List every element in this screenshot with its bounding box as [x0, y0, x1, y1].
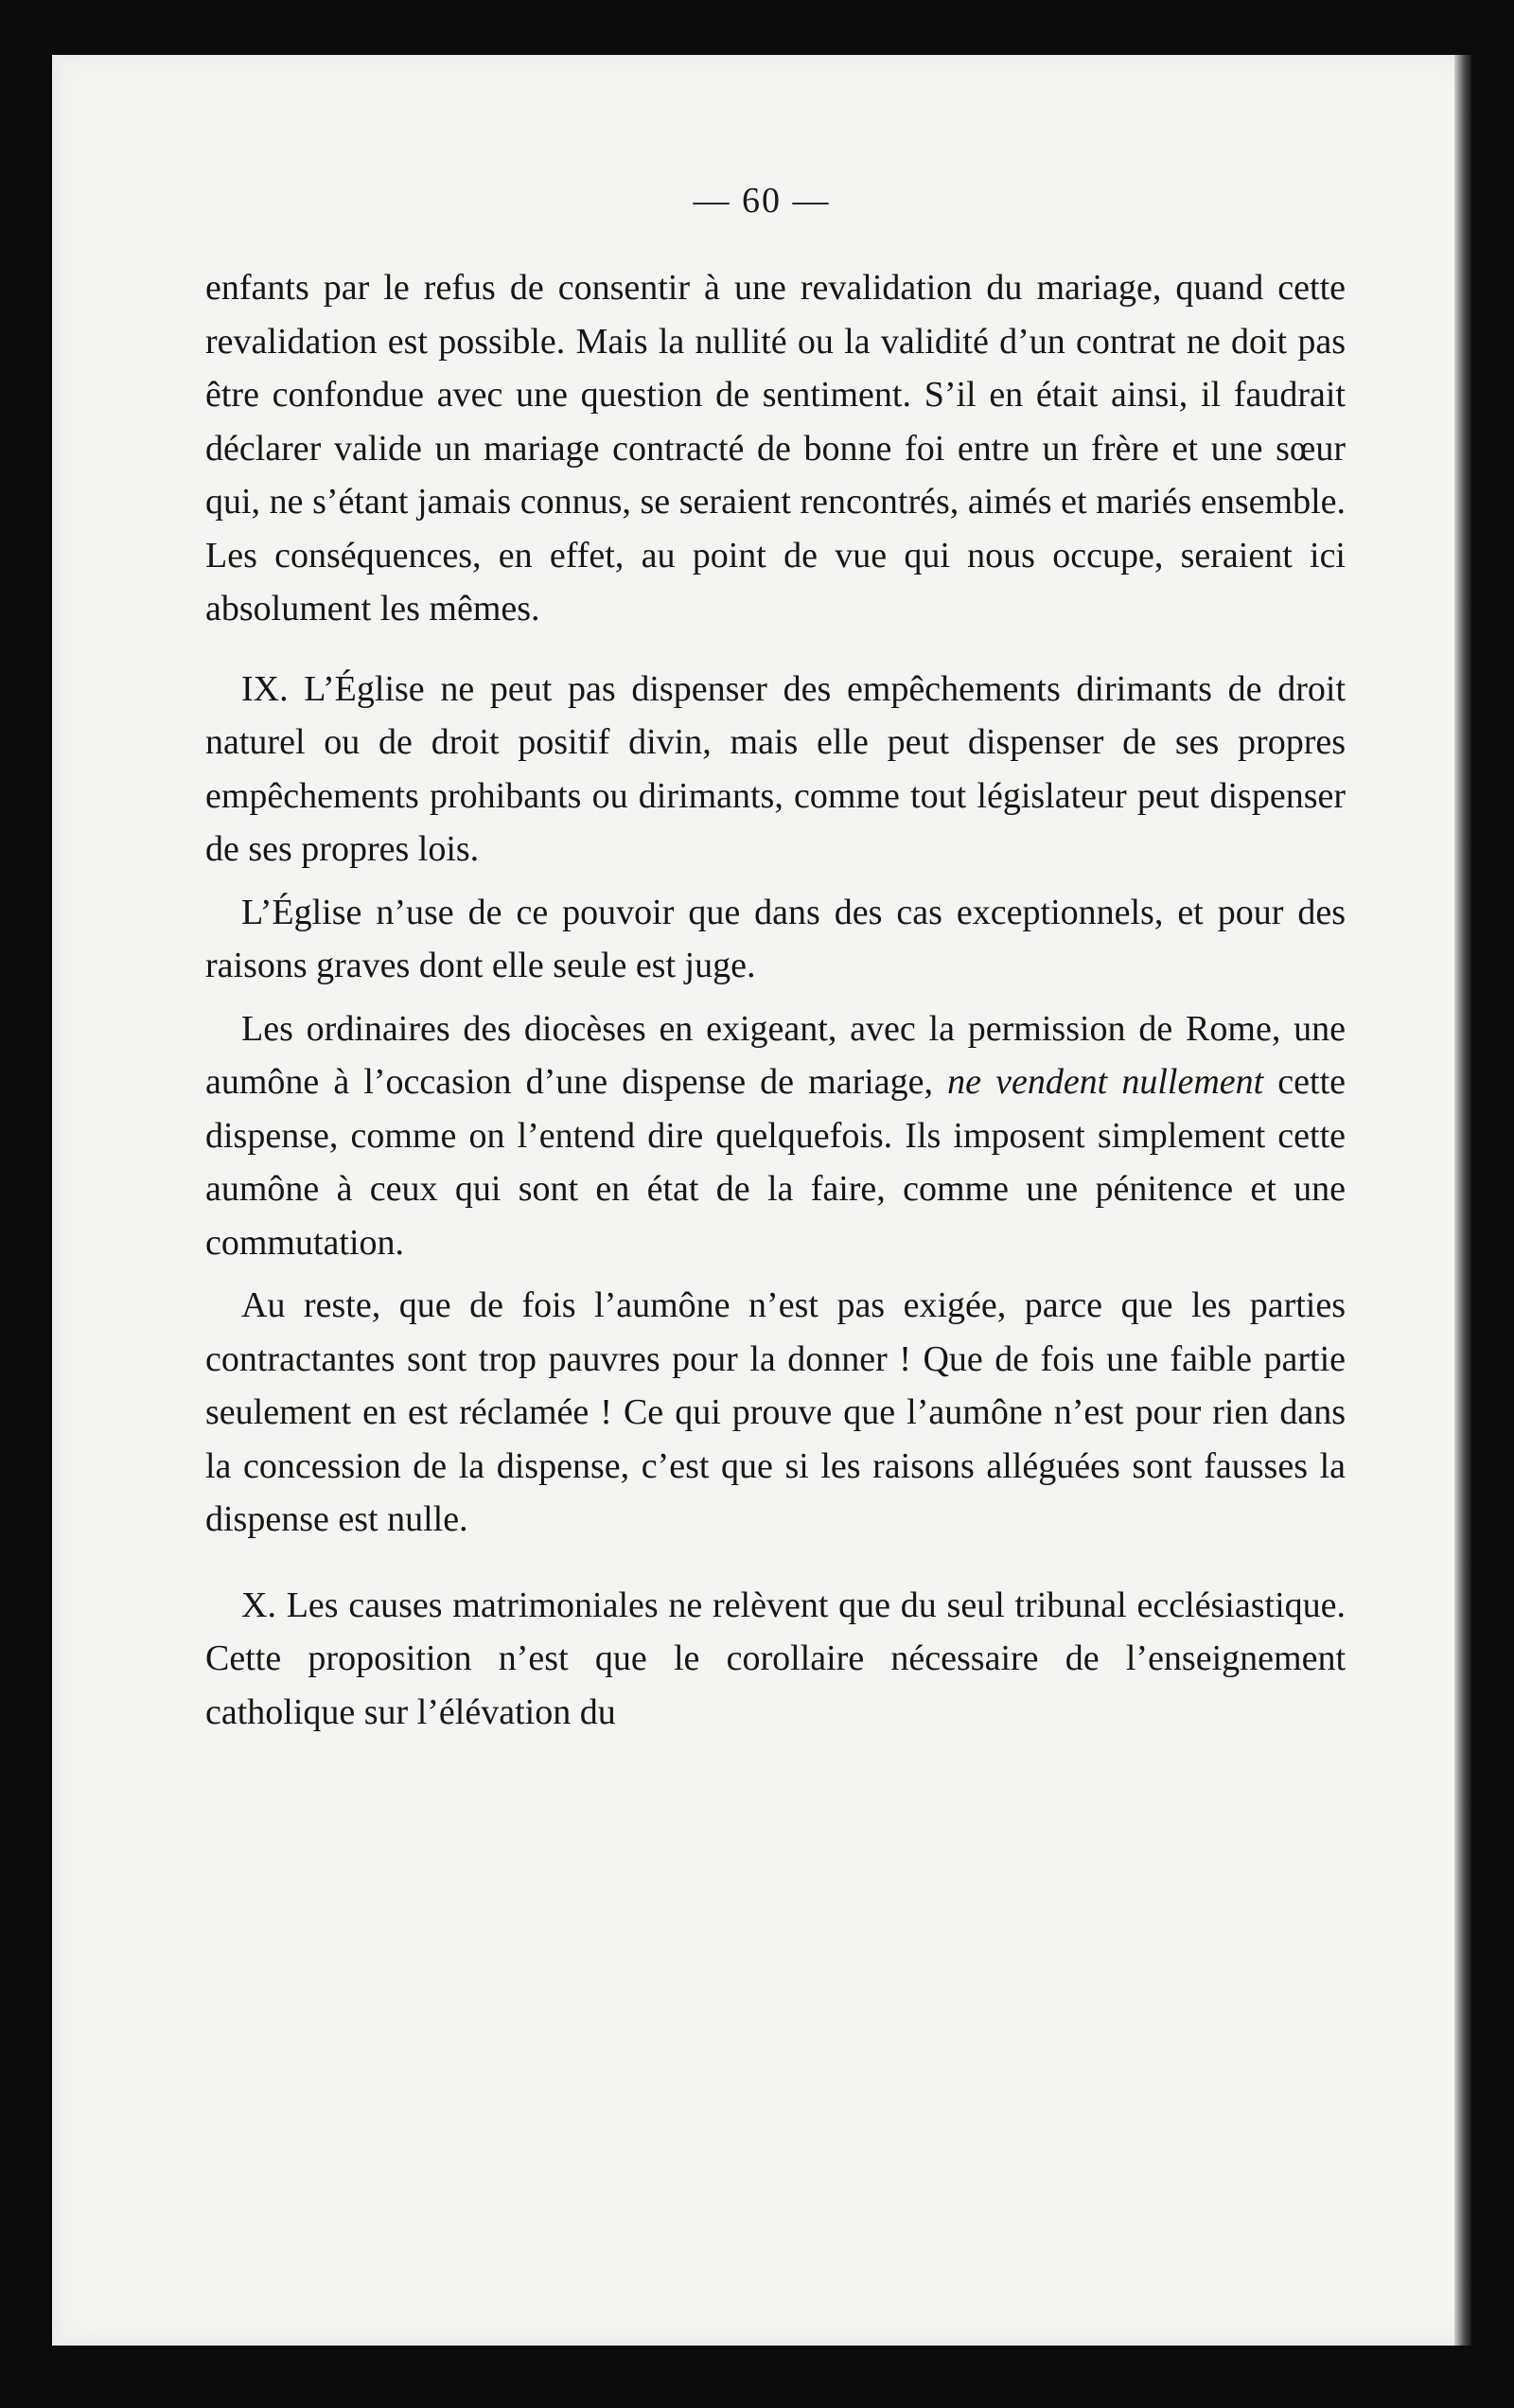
paragraph-dispense-alms: [205, 1002, 1346, 1270]
body-text: [205, 261, 1346, 1748]
paragraph-church-power: L’Église n’use de ce pouvoir que dans des cas exceptionnels, et pour des raisons graves dont elle seule est juge.: [205, 892, 1346, 985]
paragraph-text-after: cette dispense, comme on l’entend dire quelquefois. Ils imposent simplement cette aumône à ceux qui sont en état de la faire, comme une pénitence et une commutation.: [205, 1062, 1347, 1263]
page-spine-shadow: [1454, 55, 1471, 2346]
paragraph-section-x: X. Les causes matrimoniales ne relèvent que du seul tribunal ecclésiastique. Cette proposition n’est que le corollaire nécessaire de l’enseignement catholique sur l’élévation du: [205, 1585, 1346, 1732]
paragraph-continuation: enfants par le refus de consentir à une revalidation du mariage, quand cette revalidation est possible. Mais la nullité ou la validité d’un contrat ne doit pas être confondue avec une question de sentiment. S’il en était ainsi, il faudrait déclarer valide un mariage contracté de bonne foi entre un frère et une sœur qui, ne s’étant jamais connus, se seraient rencontrés, aimés et mariés ensemble. Les conséquences, en effet, au point de vue qui nous occupe, seraient ici absolument les mêmes.: [205, 268, 1346, 629]
book-page: [52, 55, 1471, 2346]
paragraph-text-before: Les ordinaires des diocèses en exigeant, avec la permission de Rome, une aumône à l’occasion d’une dispense de mariage,: [205, 1008, 1346, 1102]
paragraph-section-ix: IX. L’Église ne peut pas dispenser des empêchements dirimants de droit naturel ou de droit positif divin, mais elle peut dispenser de ses propres empêchements prohibants ou dirimants, comme tout législateur peut dispenser de ses propres lois.: [205, 668, 1346, 869]
page-number: — 60 —: [693, 181, 831, 221]
paragraph-au-reste: Au reste, que de fois l’aumône n’est pas exigée, parce que les parties contractantes sont trop pauvres pour la donner ! Que de fois une faible partie seulement en est réclamée ! Ce qui prouve que l’aumône n’est pour rien dans la concession de la dispense, c’est que si les raisons alléguées sont fausses la dispense est nulle.: [205, 1285, 1346, 1539]
italic-emphasis: ne vendent nullement: [947, 1062, 1264, 1102]
